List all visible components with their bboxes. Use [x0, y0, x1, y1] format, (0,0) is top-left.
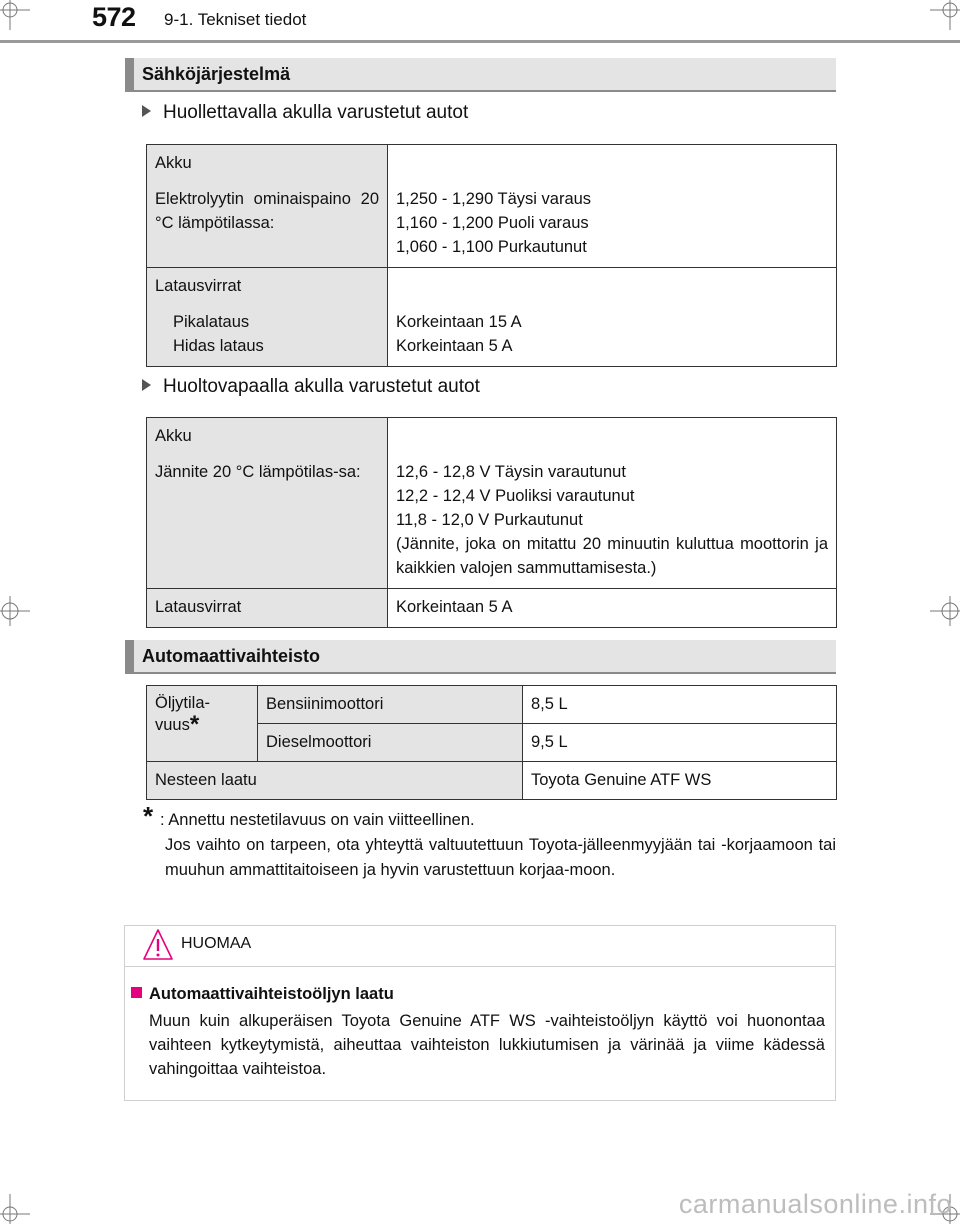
watermark: carmanualsonline.info	[678, 1189, 952, 1219]
crop-mark-mid-left	[0, 596, 30, 626]
notice-label: HUOMAA	[181, 935, 252, 952]
crop-mark-bottom-left	[0, 1194, 30, 1224]
capacity-label: Öljytila-vuus	[155, 694, 211, 734]
serviceable-battery-table	[146, 144, 837, 367]
footnote-asterisk: *	[143, 801, 154, 831]
slow-charge-label: Hidas lataus	[173, 337, 264, 355]
crop-mark-top-left	[0, 0, 30, 30]
page-number: 572	[92, 2, 136, 32]
capacity-value: 8,5 L	[523, 686, 837, 724]
subheading-text: Huoltovapaalla akulla varustetut autot	[163, 376, 480, 397]
slow-charge-value: Korkeintaan 5 A	[396, 337, 513, 355]
table-row	[147, 762, 837, 800]
fluid-value: Toyota Genuine ATF WS	[523, 762, 837, 800]
transmission-table	[146, 685, 837, 800]
crop-mark-top-right	[930, 0, 960, 30]
battery-label-cell	[147, 418, 388, 589]
voltage-note: (Jännite, joka on mitattu 20 minuutin kuluttua moottorin ja kaikkien valojen sammuttamisesta.)	[396, 535, 828, 577]
triangle-bullet-icon	[142, 379, 151, 391]
voltage-value: 11,8 - 12,0 V Purkautunut	[396, 511, 583, 529]
subheading-maintenance-free	[142, 376, 480, 398]
quick-charge-value: Korkeintaan 15 A	[396, 313, 522, 331]
subheading-text: Huollettavalla akulla varustetut autot	[163, 102, 469, 123]
notice-title: Automaattivaihteistoöljyn laatu	[149, 985, 394, 1003]
capacity-label-cell	[147, 686, 258, 762]
engine-label: Dieselmoottori	[258, 724, 523, 762]
voltage-value: 12,2 - 12,4 V Puoliksi varautunut	[396, 487, 635, 505]
table-row	[147, 145, 837, 268]
notice-text: Muun kuin alkuperäisen Toyota Genuine ATF WS -vaihteistoöljyn käyttö voi huonontaa vaihteen kytkeytymistä, aiheuttaa vaihteiston lukkiutumisen ja värinää ja viime kädessä vahingoittaa vaihteistoa.	[149, 1012, 825, 1078]
charging-label-cell	[147, 268, 388, 367]
crop-mark-mid-right	[930, 596, 960, 626]
footnote-text: Jos vaihto on tarpeen, ota yhteyttä valtuutettuun Toyota-jälleenmyyjään tai -korjaamoon tai muuhun ammattitaitoiseen ja hyvin varustettuun korjaa-moon.	[165, 836, 836, 879]
gravity-label: Elektrolyytin ominaispaino 20 °C lämpötilassa:	[155, 190, 379, 232]
square-bullet-icon	[131, 987, 142, 998]
voltage-label: Jännite 20 °C lämpötilas-sa:	[155, 463, 361, 481]
asterisk-mark: *	[189, 711, 200, 738]
chapter-title: 9-1. Tekniset tiedot	[164, 10, 307, 29]
section-bar-transmission	[125, 640, 836, 674]
warning-triangle-icon	[142, 928, 174, 962]
section-title: Automaattivaihteisto	[142, 646, 321, 666]
gravity-value: 1,250 - 1,290 Täysi varaus	[396, 190, 592, 208]
subheading-serviceable	[142, 102, 468, 124]
section-bar-accent	[125, 640, 134, 672]
battery-label: Akku	[155, 427, 192, 445]
notice-body	[131, 982, 825, 1081]
capacity-value: 9,5 L	[523, 724, 837, 762]
header-rule	[0, 40, 960, 43]
notice-header	[125, 926, 835, 967]
engine-label: Bensiinimoottori	[258, 686, 523, 724]
footnote	[143, 801, 836, 883]
table-row	[147, 268, 837, 367]
voltage-value: 12,6 - 12,8 V Täysin varautunut	[396, 463, 626, 481]
battery-label: Akku	[155, 154, 192, 172]
gravity-value-cell	[388, 145, 837, 268]
fluid-label: Nesteen laatu	[147, 762, 523, 800]
quick-charge-label: Pikalataus	[173, 313, 250, 331]
section-bar-accent	[125, 58, 134, 90]
section-bar-electrical	[125, 58, 836, 92]
voltage-value-cell	[388, 418, 837, 589]
triangle-bullet-icon	[142, 105, 151, 117]
table-row	[147, 589, 837, 628]
charging-value: Korkeintaan 5 A	[388, 589, 837, 628]
table-row	[147, 418, 837, 589]
battery-label-cell	[147, 145, 388, 268]
gravity-value: 1,160 - 1,200 Puoli varaus	[396, 214, 589, 232]
notice-box	[124, 925, 836, 1101]
charging-label: Latausvirrat	[155, 277, 242, 295]
maintenance-free-battery-table	[146, 417, 837, 628]
section-title: Sähköjärjestelmä	[142, 64, 291, 84]
gravity-value: 1,060 - 1,100 Purkautunut	[396, 238, 587, 256]
footnote-line: : Annettu nestetilavuus on vain viitteellinen.	[160, 811, 475, 829]
charging-value-cell	[388, 268, 837, 367]
charging-label: Latausvirrat	[147, 589, 388, 628]
table-row	[147, 686, 837, 724]
